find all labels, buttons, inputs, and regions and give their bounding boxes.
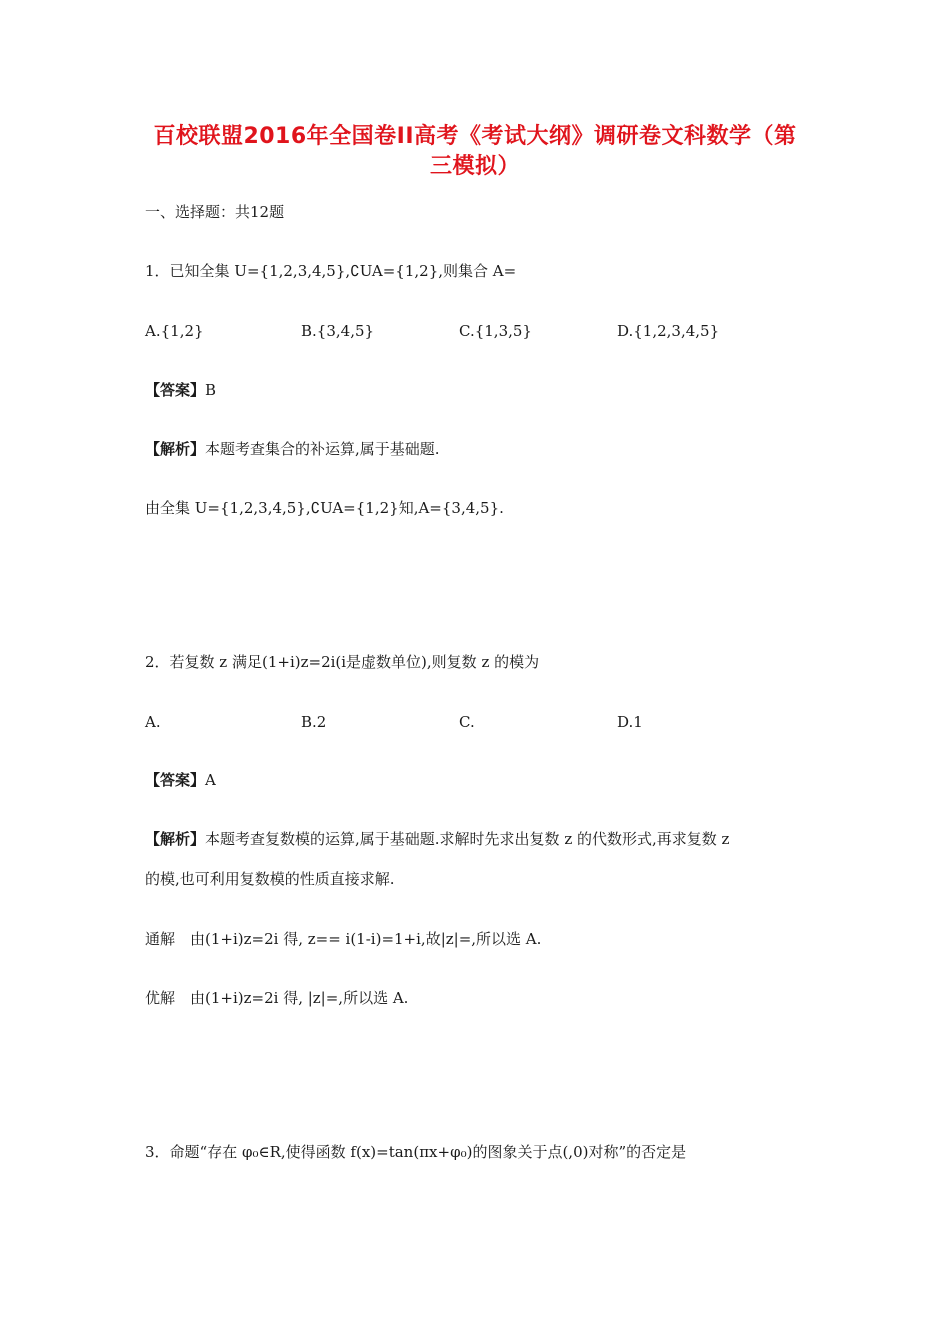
q2-answer	[145, 770, 216, 790]
q1-analysis	[145, 439, 440, 459]
q2-answer-value: A	[205, 771, 216, 789]
q1-stem: 1．已知全集 U={1,2,3,4,5},∁UA={1,2},则集合 A=	[145, 262, 517, 280]
q3-stem: 3．命题“存在 φ₀∈R,使得函数 f(x)=tan(πx+φ₀)的图象关于点(,0)对称”的否定是	[145, 1143, 687, 1161]
q1-answer-label: 【答案】	[145, 381, 206, 399]
q2-option-d: D.1	[617, 713, 643, 731]
q2-analysis	[145, 829, 729, 849]
q1-option-b: B.{3,4,5}	[301, 322, 375, 340]
q2-analysis-line-2: 的模,也可利用复数模的性质直接求解.	[145, 870, 395, 888]
q1-solution: 由全集 U={1,2,3,4,5},∁UA={1,2}知,A={3,4,5}.	[145, 499, 504, 517]
q2-stem: 2．若复数 z 满足(1+i)z=2i(i是虚数单位),则复数 z 的模为	[145, 653, 540, 671]
q2-analysis-line-1: 本题考查复数模的运算,属于基础题.求解时先求出复数 z 的代数形式,再求复数 z	[205, 830, 730, 848]
document-title	[120, 122, 830, 182]
q2-method-2: 优解 由(1+i)z=2i 得, |z|=,所以选 A.	[145, 989, 409, 1007]
q1-answer-value: B	[205, 381, 217, 399]
q2-analysis-label: 【解析】	[145, 830, 206, 848]
title-line-1: 百校联盟2016年全国卷II高考《考试大纲》调研卷文科数学（第	[153, 124, 797, 149]
q1-analysis-text: 本题考查集合的补运算,属于基础题.	[205, 440, 440, 458]
q2-option-b: B.2	[301, 713, 327, 731]
section-heading: 一、选择题：共12题	[145, 203, 285, 221]
title-line-2: 三模拟）	[429, 154, 520, 179]
q1-answer	[145, 380, 216, 400]
q2-method-1: 通解 由(1+i)z=2i 得, z== i(1-i)=1+i,故|z|=,所以选 A.	[145, 930, 542, 948]
q2-option-c: C.	[459, 713, 475, 731]
q1-analysis-label: 【解析】	[145, 440, 206, 458]
q2-option-a: A.	[145, 713, 161, 731]
q2-answer-label: 【答案】	[145, 771, 206, 789]
q1-option-c: C.{1,3,5}	[459, 322, 532, 340]
q1-option-d: D.{1,2,3,4,5}	[617, 322, 720, 340]
q1-option-a: A.{1,2}	[145, 322, 204, 340]
